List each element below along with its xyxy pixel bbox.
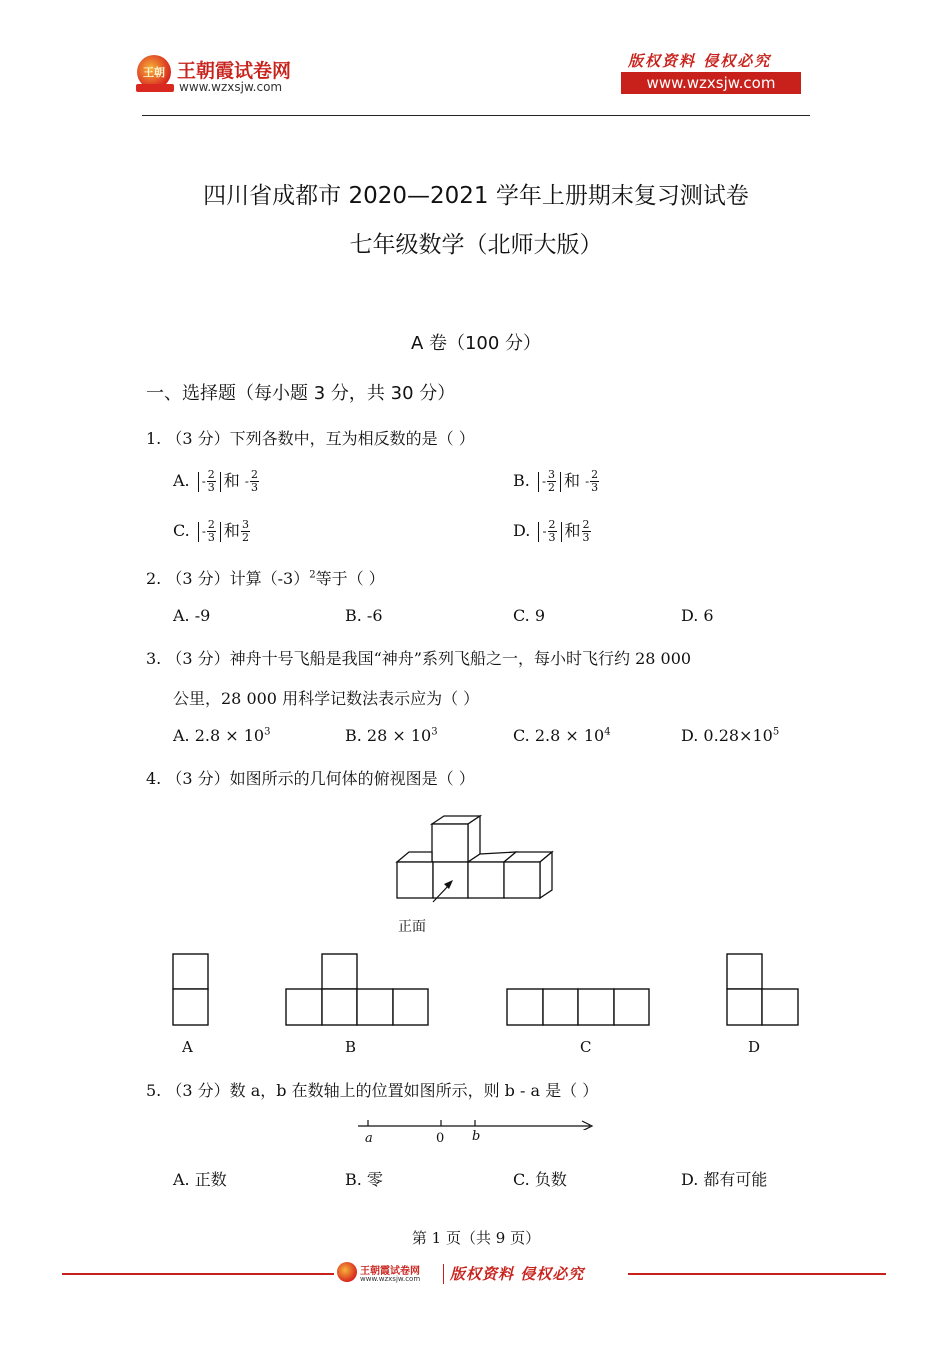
question-3-line-1: 3. （3 分）神舟十号飞船是我国“神舟”系列飞船之一，每小时飞行约 28 000 bbox=[146, 649, 692, 668]
footer-rule-left bbox=[62, 1273, 334, 1275]
q1-option-d: D. - $\frac{2}{3}$ 和 $\frac{2}{3}$ bbox=[513, 518, 590, 544]
axis-label-zero: 0 bbox=[436, 1131, 445, 1146]
paper-subtitle: 七年级数学（北师大版） bbox=[349, 232, 603, 258]
q3-option-b: B. $28 \times 10^3$ bbox=[345, 726, 438, 745]
page-number: 第 1 页（共 9 页） bbox=[411, 1229, 541, 1247]
section-heading: 一、选择题（每小题 3 分，共 30 分） bbox=[146, 383, 456, 404]
footer-url: www.wzxsjw.com bbox=[360, 1275, 421, 1283]
logo-emblem: 王朝 bbox=[137, 55, 171, 89]
paper-title: 四川省成都市 2020—2021 学年上册期末复习测试卷 bbox=[203, 183, 749, 209]
q5-option-a: A. 正数 bbox=[173, 1170, 227, 1189]
q2-option-b: B. -6 bbox=[345, 606, 383, 625]
q4-option-b-figure bbox=[285, 953, 431, 1027]
q5-option-d: D. 都有可能 bbox=[681, 1170, 768, 1189]
question-3-line-2: 公里，28 000 用科学记数法表示应为（ ） bbox=[173, 689, 480, 708]
q3-option-a: A. $2.8 \times 10^3$ bbox=[173, 726, 271, 745]
q1-option-c: C. - $\frac{2}{3}$ 和 $\frac{3}{2}$ bbox=[173, 518, 249, 544]
axis-label-b: b bbox=[472, 1129, 481, 1144]
question-4-stem: 4. （3 分）如图所示的几何体的俯视图是（ ） bbox=[146, 769, 475, 788]
q2-option-a: A. -9 bbox=[173, 606, 211, 625]
header-divider bbox=[142, 115, 810, 116]
question-5-stem: 5. （3 分）数 a，b 在数轴上的位置如图所示，则 b - a 是（ ） bbox=[146, 1081, 599, 1100]
volume-heading: A 卷（100 分） bbox=[410, 333, 542, 354]
q4-label-d: D bbox=[748, 1038, 761, 1056]
q3-option-c: C. $2.8 \times 10^4$ bbox=[513, 726, 611, 745]
q4-option-a-figure bbox=[172, 953, 210, 1027]
q2-option-d: D. 6 bbox=[681, 606, 714, 625]
url-banner: www.wzxsjw.com bbox=[621, 72, 801, 94]
footer-brand: 王朝霞试卷网 bbox=[360, 1266, 420, 1277]
logo-ribbon bbox=[136, 84, 174, 92]
q4-option-d-figure bbox=[726, 953, 801, 1027]
q4-label-b: B bbox=[345, 1038, 357, 1056]
axis-label-a: a bbox=[365, 1131, 373, 1146]
footer-copyright: 版权资料 侵权必究 bbox=[450, 1265, 585, 1283]
footer-separator bbox=[443, 1264, 444, 1284]
q4-option-c-figure bbox=[506, 988, 652, 1028]
brand-name: 王朝霞试卷网 bbox=[177, 60, 292, 82]
q5-option-c: C. 负数 bbox=[513, 1170, 567, 1189]
solid-figure bbox=[390, 812, 565, 922]
q4-label-c: C bbox=[580, 1038, 592, 1056]
brand-url: www.wzxsjw.com bbox=[179, 80, 283, 94]
q1-option-b: B. - $\frac{3}{2}$ 和 - $\frac{2}{3}$ bbox=[513, 468, 599, 494]
footer-rule-right bbox=[628, 1273, 886, 1275]
question-1-stem: 1. （3 分）下列各数中，互为相反数的是（ ） bbox=[146, 429, 475, 448]
q2-option-c: C. 9 bbox=[513, 606, 546, 625]
q4-label-a: A bbox=[182, 1038, 193, 1056]
q3-option-d: D. $0.28\times 10^5$ bbox=[681, 726, 780, 745]
copyright-notice: 版权资料 侵权必究 bbox=[628, 52, 772, 70]
q5-option-b: B. 零 bbox=[345, 1170, 383, 1189]
footer-logo-icon bbox=[337, 1262, 357, 1282]
front-label: 正面 bbox=[398, 919, 426, 935]
q1-option-a: A. - $\frac{2}{3}$ 和 - $\frac{2}{3}$ bbox=[173, 468, 258, 494]
question-2-stem: 2. （3 分）计算$(-3)^2$等于（ ） bbox=[146, 569, 385, 588]
